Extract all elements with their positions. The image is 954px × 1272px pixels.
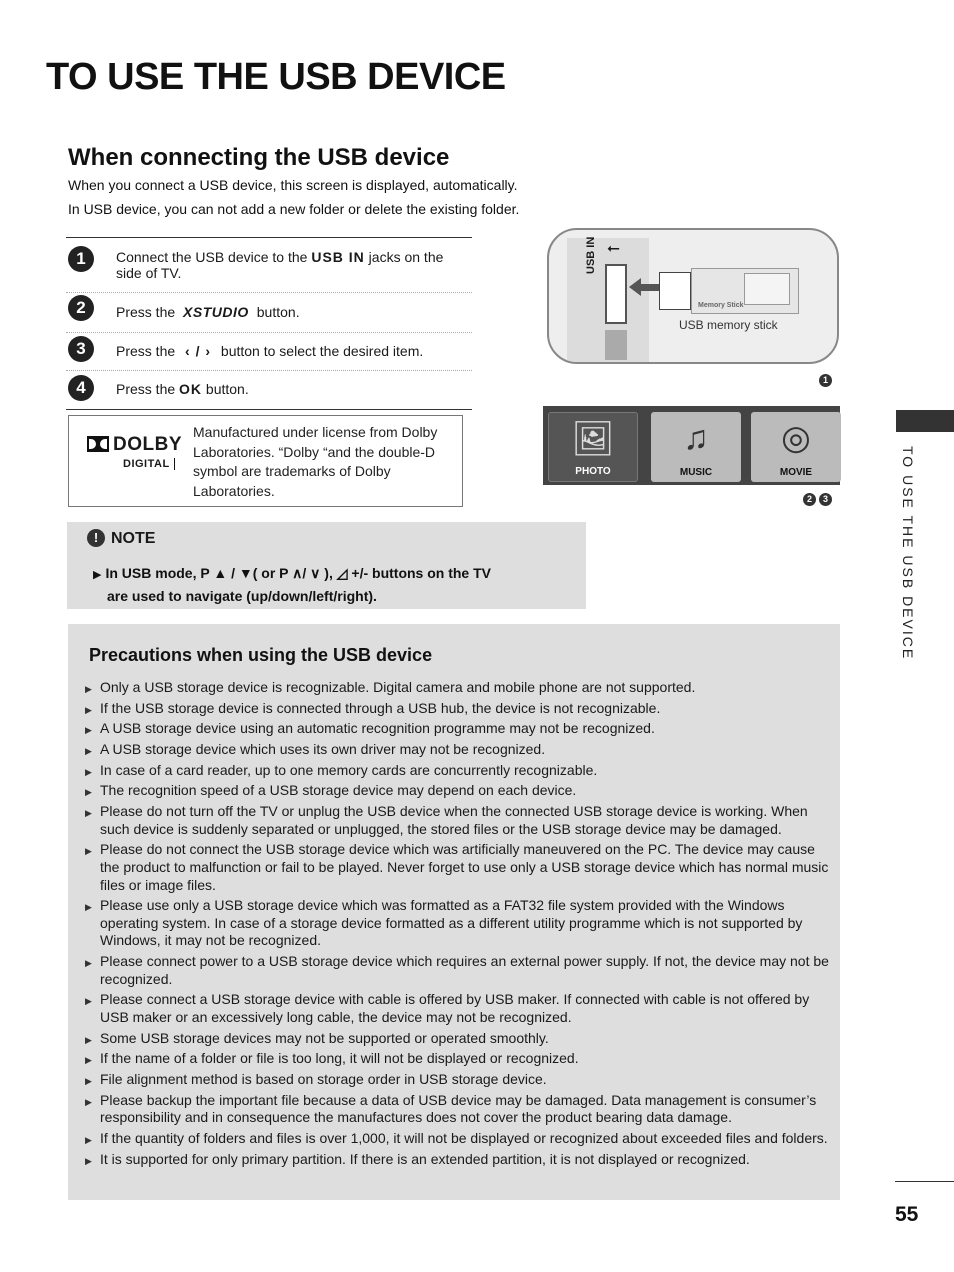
intro-text: In USB device, you can not add a new folder or delete the existing folder. <box>68 201 520 217</box>
usb-port <box>605 264 627 324</box>
precautions-list <box>85 679 833 1171</box>
usb-in-key: USB IN <box>311 249 365 265</box>
dolby-logo-word: DOLBY <box>113 434 182 455</box>
list-item: ▶ In case of a card reader, up to one memory cards are concurrently recognizable. <box>85 762 833 780</box>
dolby-notice <box>68 415 463 507</box>
section-title: When connecting the USB device <box>68 144 450 171</box>
list-item: ▶ A USB storage device which uses its own driver may not be recognized. <box>85 741 833 759</box>
menu-item-label: PHOTO <box>575 466 611 477</box>
step-item <box>66 333 472 371</box>
step-number: 2 <box>68 295 94 321</box>
dolby-text: Manufactured under license from Dolby Laboratories. “Dolby “and the double-D symbol are trademarks of Dolby Laboratories. <box>193 424 438 499</box>
step-text: button to select the desired item. <box>217 343 424 359</box>
usb-symbol-icon: ⭠ <box>607 240 620 257</box>
step-text: button. <box>202 381 249 397</box>
movie-icon: ◎ <box>781 419 811 457</box>
step-number: 4 <box>68 375 94 401</box>
note-text <box>93 563 578 607</box>
list-item: ▶ A USB storage device using an automatic recognition programme may not be recognized. <box>85 720 833 738</box>
arrow-keys: ‹ / › <box>185 343 212 359</box>
list-item: ▶ The recognition speed of a USB storage device may depend on each device. <box>85 782 833 800</box>
list-item: ▶ Please do not connect the USB storage device which was artificially maneuvered on the PC. The device may cause the product to malfunction or fail to be played. Never forget to use only a USB storage device which has normal music files or image files. <box>85 841 833 894</box>
steps-list <box>66 237 472 410</box>
stick-body <box>691 268 799 314</box>
usb-port-secondary <box>605 330 627 360</box>
usb-memory-stick <box>659 268 799 312</box>
dolby-logo <box>87 434 182 474</box>
list-item: ▶ Some USB storage devices may not be supported or operated smoothly. <box>85 1030 833 1048</box>
list-item: ▶ Please use only a USB storage device which was formatted as a FAT32 file system provided with the Windows operating system. In case of a storage device formatted as a different utility programme which is not supported by Windows, it may not be recognized. <box>85 897 833 950</box>
list-item: ▶ Please connect power to a USB storage device which requires an external power supply. If not, the device may not be recognized. <box>85 953 833 988</box>
list-item: ▶ If the USB storage device is connected through a USB hub, the device is not recognizable. <box>85 700 833 718</box>
note-line: In USB mode, P ▲ / ▼( or P ∧/ ∨ ), ◿ +/- buttons on the TV <box>105 565 491 581</box>
dolby-logo-digital: DIGITAL <box>123 458 175 470</box>
menu-item-label: MUSIC <box>679 467 713 478</box>
step-text: Press the <box>116 381 180 397</box>
list-item: ▶ File alignment method is based on storage order in USB storage device. <box>85 1071 833 1089</box>
stick-window <box>744 273 790 305</box>
xstudio-key: XSTUDIO <box>183 304 249 320</box>
note-title: NOTE <box>111 530 156 547</box>
reference-markers <box>800 493 832 506</box>
step-number: 1 <box>68 246 94 272</box>
side-section-label: TO USE THE USB DEVICE <box>900 446 916 661</box>
step-item <box>66 293 472 333</box>
exclamation-icon: ! <box>87 529 105 547</box>
menu-item-music[interactable] <box>651 412 741 482</box>
step-text: jacks on the side of TV. <box>116 249 444 281</box>
menu-item-photo[interactable] <box>548 412 638 482</box>
note-box <box>67 522 586 609</box>
step-text: Press the <box>116 304 180 320</box>
bullet-arrow-icon: ▶ <box>93 569 102 581</box>
step-number: 3 <box>68 336 94 362</box>
list-item: ▶ Only a USB storage device is recognizable. Digital camera and mobile phone are not supported. <box>85 679 833 697</box>
arrow-left-icon <box>629 280 659 294</box>
intro-text: When you connect a USB device, this screen is displayed, automatically. <box>68 177 518 193</box>
stick-label: USB memory stick <box>679 318 778 332</box>
reference-marker: 3 <box>819 493 832 506</box>
step-item <box>66 238 472 293</box>
usb-in-label: USB IN <box>585 236 597 274</box>
list-item: ▶ Please do not turn off the TV or unplug the USB device when the connected USB storage device is working. When such device is suddenly separated or unplugged, the stored files or the USB storage device may be damaged. <box>85 803 833 838</box>
menu-item-label: MOVIE <box>779 467 813 478</box>
photo-icon: 🖼 <box>571 420 615 458</box>
stick-brand: Memory Stick <box>698 302 744 309</box>
step-item <box>66 371 472 409</box>
side-tab-marker <box>896 410 954 432</box>
menu-item-movie[interactable] <box>751 412 841 482</box>
usb-plug <box>659 272 691 310</box>
double-d-icon <box>87 436 109 452</box>
usb-connection-diagram <box>547 228 839 364</box>
list-item: ▶ Please backup the important file because a data of USB device may be damaged. Data management is consumer’s responsibility and in consequence the manufactures does not cover the product bearing data damage. <box>85 1092 833 1127</box>
step-text: Connect the USB device to the <box>116 249 312 265</box>
precautions-box <box>68 624 840 1200</box>
page-title: TO USE THE USB DEVICE <box>46 56 506 98</box>
page-number-rule <box>895 1181 954 1182</box>
list-item: ▶ If the quantity of folders and files is over 1,000, it will not be displayed or recognized about exceeded files and folders. <box>85 1130 833 1148</box>
media-menu <box>543 406 840 485</box>
note-line: are used to navigate (up/down/left/right). <box>107 588 377 604</box>
step-text: button. <box>256 304 300 320</box>
list-item: ▶ It is supported for only primary partition. If there is an extended partition, it is not displayed or recognized. <box>85 1151 833 1169</box>
music-icon: ♫ <box>683 419 709 457</box>
list-item: ▶ If the name of a folder or file is too long, it will not be displayed or recognized. <box>85 1050 833 1068</box>
list-item: ▶ Please connect a USB storage device with cable is offered by USB maker. If connected with cable is not offered by USB maker or an excessively long cable, the device may not be recognized. <box>85 991 833 1026</box>
precautions-title: Precautions when using the USB device <box>89 645 433 665</box>
step-text: Press the <box>116 343 180 359</box>
ok-key: OK <box>179 381 203 397</box>
page-number: 55 <box>895 1203 919 1226</box>
reference-marker: 1 <box>819 374 832 387</box>
reference-marker: 2 <box>803 493 816 506</box>
